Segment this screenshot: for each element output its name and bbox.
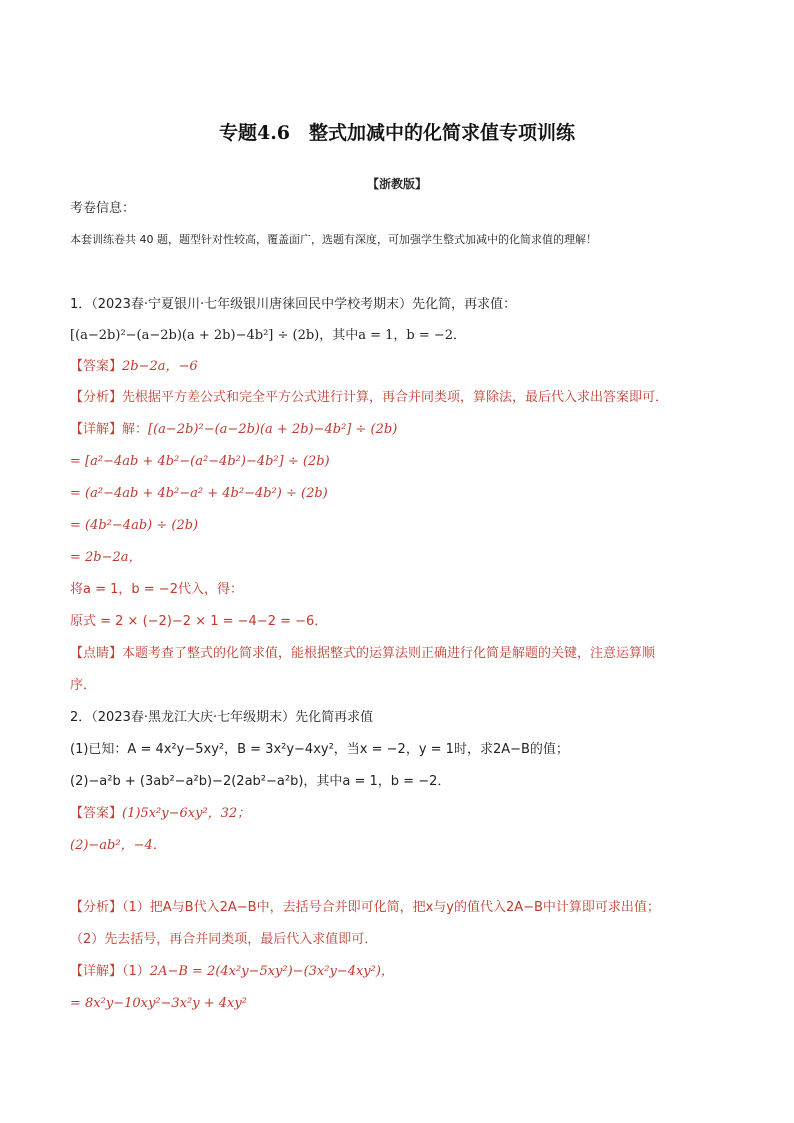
q1-comment-line <box>70 644 730 664</box>
q1-analysis: 先根据平方差公式和完全平方公式进行计算，再合并同类项，算除法，最后代入求出答案即可． <box>122 390 669 405</box>
q2-detail-label: （1） <box>122 964 150 979</box>
q1-detail-line <box>70 420 730 440</box>
q1-comment-cont: 序． <box>70 678 97 693</box>
q1-substitute: 将a = 1，b = −2代入，得： <box>70 582 243 597</box>
q1-stem: 1．（2023春·宁夏银川·七年级银川唐徕回民中学校考期末）先化简，再求值： <box>70 297 517 312</box>
q1-detail-prefix: 解： <box>122 422 149 437</box>
detail-tag: 【详解】 <box>70 964 123 979</box>
page-title: 专题4.6 整式加减中的化简求值专项训练 <box>218 122 576 144</box>
comment-tag: 【点睛】 <box>70 646 123 661</box>
q2-part-1: (1)已知：A = 4x²y−5xy²，B = 3x²y−4xy²，当x = −2，y = 1时，求2A−B的值； <box>70 742 569 757</box>
q2-detail-1: 2A−B = 2(4x²y−5xy²)−(3x²y−4xy²)， <box>149 964 394 979</box>
detail-tag: 【详解】 <box>70 422 123 437</box>
q1-expression: [(a−2b)²−(a−2b)(a + 2b)−4b²] ÷ (2b)，其中a = 1，b = −2． <box>70 328 467 343</box>
q1-comment: 本题考查了整式的化简求值，能根据整式的运算法则正确进行化简是解题的关键，注意运算顺 <box>122 646 656 661</box>
q2-answer-1: (1)5x²y−6xy²，32； <box>122 806 251 821</box>
q1-analysis-line <box>70 388 730 408</box>
q1-step-3: = (a²−4ab + 4b²−a² + 4b²−4b²) ÷ (2b) <box>70 486 328 501</box>
q2-detail-line <box>70 962 730 982</box>
analysis-tag: 【分析】 <box>70 900 123 915</box>
q2-analysis-line <box>70 898 730 918</box>
edition-label: 【浙教版】 <box>366 177 427 191</box>
q1-step-1: [(a−2b)²−(a−2b)(a + 2b)−4b²] ÷ (2b) <box>148 422 398 437</box>
q2-analysis-2: （2）先去括号，再合并同类项，最后代入求值即可． <box>70 932 378 947</box>
q2-answer-2: (2)−ab²，−4． <box>70 838 166 853</box>
analysis-tag: 【分析】 <box>70 390 123 405</box>
q2-detail-2: = 8x²y−10xy²−3x²y + 4xy² <box>70 996 247 1011</box>
answer-tag: 【答案】 <box>70 359 123 374</box>
q1-result: 原式 = 2 × (−2)−2 × 1 = −4−2 = −6． <box>70 614 328 629</box>
q1-step-4: = (4b²−4ab) ÷ (2b) <box>70 518 199 533</box>
info-label: 考卷信息： <box>70 201 136 216</box>
q2-stem: 2．（2023春·黑龙江大庆·七年级期末）先化简再求值 <box>70 710 374 725</box>
q2-answer-line <box>70 804 730 824</box>
q2-part-2: (2)−a²b + (3ab²−a²b)−2(2ab²−a²b)，其中a = 1，b = −2． <box>70 774 451 789</box>
q1-answer: 2b−2a，−6 <box>122 359 198 374</box>
q1-step-2: = [a²−4ab + 4b²−(a²−4b²)−4b²] ÷ (2b) <box>70 454 330 469</box>
q2-analysis-1: （1）把A与B代入2A−B中，去括号合并即可化简，把x与y的值代入2A−B中计算即可求出值； <box>122 900 660 915</box>
q1-answer-line <box>70 357 730 377</box>
q1-step-5: = 2b−2a， <box>70 550 142 565</box>
answer-tag: 【答案】 <box>70 806 123 821</box>
intro-text: 本套训练卷共 40 题，题型针对性较高，覆盖面广，选题有深度，可加强学生整式加减中的化简求值的理解！ <box>70 233 597 246</box>
